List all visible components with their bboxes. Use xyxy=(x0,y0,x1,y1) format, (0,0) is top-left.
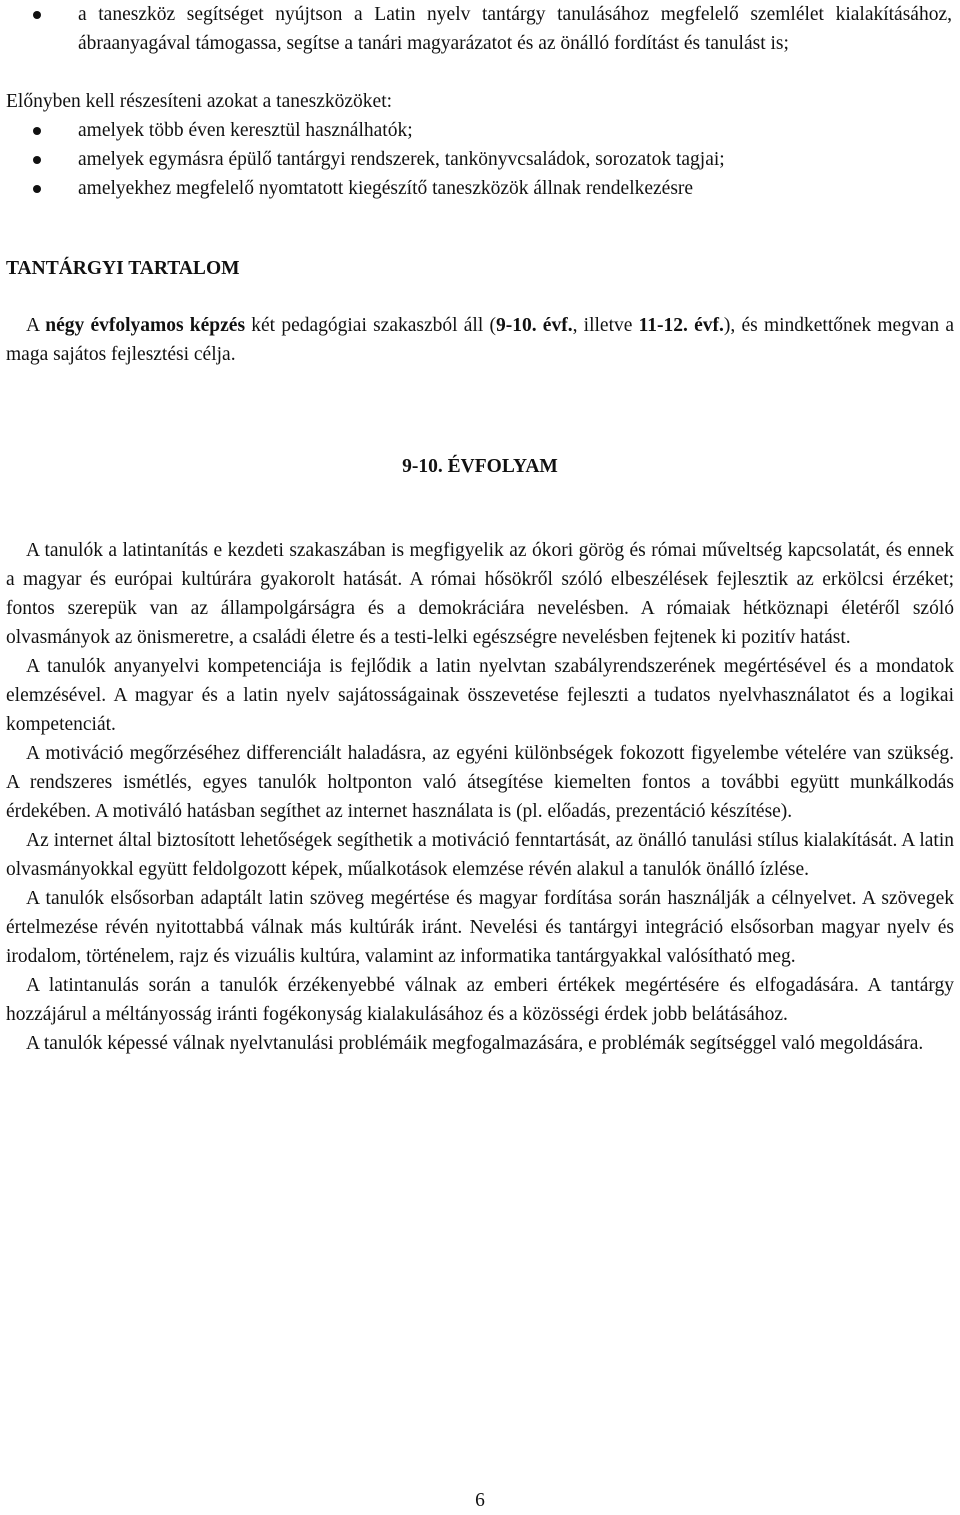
paragraph: A tanulók elsősorban adaptált latin szöveg megértése és magyar fordítása során használják a célnyelvet. A szövegek értelmezése révén nyitottabbá válnak más kultúrák iránt. Nevelési és tantárgyi integráció elsősorban magyar nyelv és irodalom, történelem, rajz és vizuális kultúra, valamint az informatika tantárgyakkal valósítható meg. xyxy=(6,888,954,967)
body-text xyxy=(6,536,954,1058)
criteria-list xyxy=(0,116,960,203)
bullet-dot-icon xyxy=(33,11,41,19)
paragraph: A tanulók képessé válnak nyelvtanulási problémáik megfogalmazására, e problémák segítséggel való megoldására. xyxy=(26,1033,924,1054)
bold-text-run: 11-12. évf. xyxy=(638,315,724,336)
paragraph: A tanulók anyanyelvi kompetenciája is fejlődik a latin nyelvtan szabályrendszerének megértésével és a mondatok elemzésével. A magyar és a latin nyelv sajátosságainak összevetése fejleszti a tudatos nyelvhasználatot és a logikai kompetenciát. xyxy=(6,656,954,735)
text-run: két pedagógiai szakaszból áll ( xyxy=(245,315,496,336)
intro-paragraph xyxy=(6,311,954,369)
paragraph: A latintanulás során a tanulók érzékenyebbé válnak az emberi értékek megértésére és elfogadására. A tantárgy hozzájárul a méltányosság iránti fogékonyság kialakulásához és a közösségi érdek jobb belátásához. xyxy=(6,975,954,1025)
top-bullet-list xyxy=(0,0,960,58)
paragraph: A tanulók a latintanítás e kezdeti szakaszában is megfigyelik az ókori görög és római műveltség kapcsolatát, és ennek a magyar és európai kultúrára gyakorolt hatását. A római hősökről szóló elbeszélések fejlesztik az erkölcsi érzéket; fontos szerepük van az állampolgárságra és a demokráciára nevelésben. A rómaiak hétköznapi életéről szóló olvasmányok az önismeretre, a családi életre és a testi-lelki egészségre nevelésben fejtenek ki pozitív hatást. xyxy=(6,540,954,648)
paragraph: Az internet által biztosított lehetőségek segíthetik a motiváció fenntartását, az önálló tanulási stílus kialakítását. A latin olvasmányokkal együtt feldolgozott képek, műalkotások elemzése révén alakul a tanulók önálló ízlése. xyxy=(6,830,954,880)
bullet-dot-icon xyxy=(33,156,41,164)
paragraph xyxy=(6,311,954,369)
bullet-dot-icon xyxy=(33,185,41,193)
list-item xyxy=(0,174,960,203)
list-item xyxy=(0,116,960,145)
section-title: TANTÁRGYI TARTALOM xyxy=(6,258,240,279)
text-run: ), és mindkettőnek megvan a maga sajátos fejlesztési célja. xyxy=(6,315,954,365)
list-item-text: amelyek egymásra épülő tantárgyi rendszerek, tankönyvcsaládok, sorozatok tagjai; xyxy=(78,149,725,170)
page-number: 6 xyxy=(475,1490,485,1511)
list-item xyxy=(0,0,960,58)
paragraph: A motiváció megőrzéséhez differenciált haladásra, az egyéni különbségek fokozott figyelembe vételére van szükség. A rendszeres ismétlés, egyes tanulók holtponton való átsegítése kiemelten fontos a további együtt munkálkodás érdekében. A motiváló hatásban segíthet az internet használata is (pl. előadás, prezentáció készítése). xyxy=(6,743,954,822)
text-run: , illetve xyxy=(572,315,639,336)
intro-line: Előnyben kell részesíteni azokat a taneszközöket: xyxy=(6,91,393,112)
bullet-dot-icon xyxy=(33,127,41,135)
list-item-text: amelyek több éven keresztül használhatók; xyxy=(78,120,413,141)
list-item-text: amelyekhez megfelelő nyomtatott kiegészítő taneszközök állnak rendelkezésre xyxy=(78,178,694,199)
grade-heading: 9-10. ÉVFOLYAM xyxy=(402,456,558,477)
list-item xyxy=(0,145,960,174)
bold-text-run: négy évfolyamos képzés xyxy=(45,315,246,336)
list-item-text: a taneszköz segítséget nyújtson a Latin nyelv tantárgy tanulásához megfelelő szemlélet kialakításához, ábraanyagával támogassa, segítse a tanári magyarázatot és az önálló fordítást és tanulást is; xyxy=(78,4,952,54)
text-run: A xyxy=(26,315,46,336)
bold-text-run: 9-10. évf. xyxy=(495,315,573,336)
